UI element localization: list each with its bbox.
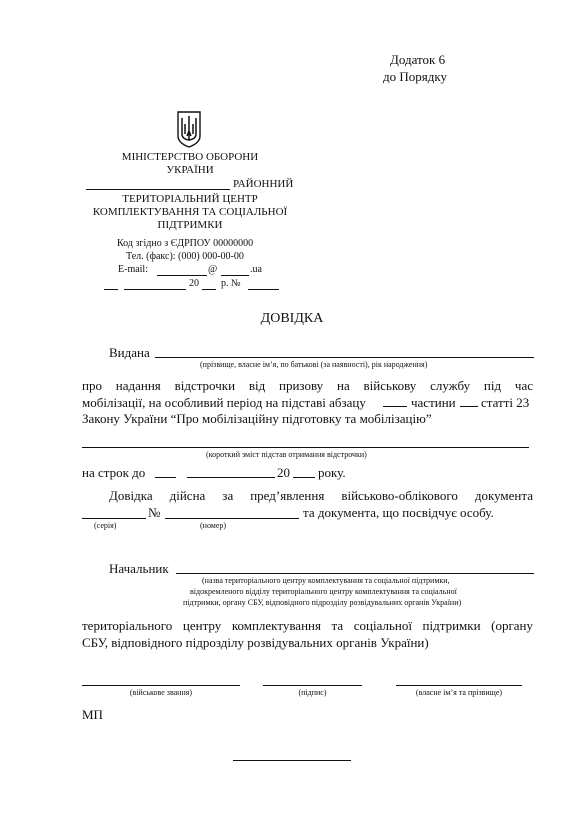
footer-line [233,760,351,761]
body-line-2-a: мобілізації, на особливий період на підставі абзацу [82,395,366,410]
chief-text-line-2: СБУ, відповідного підрозділу розвідувальних органів України) [82,635,429,650]
full-name-hint: (власне ім’я та прізвище) [415,688,503,697]
date-number-label: р. № [221,278,241,289]
military-document-number-field[interactable] [165,518,299,519]
validity-line-1: Довідка дійсна за пред’явлення військово-облікового документа [109,488,533,503]
email-label: E-mail: [118,264,148,275]
term-day-field[interactable] [155,477,176,478]
paragraph-number-field[interactable] [383,406,407,407]
chief-org-field[interactable] [176,573,534,574]
tcc-name-line-2: КОМПЛЕКТУВАННЯ ТА СОЦІАЛЬНОЇ [92,206,288,218]
chief-text-line-1: територіального центру комплектування та соціальної підтримки (органу [82,618,533,633]
tcc-name-line-1: ТЕРИТОРІАЛЬНИЙ ЦЕНТР [122,193,258,205]
document-title: ДОВІДКА [260,311,324,326]
district-name-field[interactable] [86,189,230,190]
issued-hint: (прізвище, власне ім’я, по батькові (за наявності), рік народження) [200,360,428,369]
issued-label: Видана [109,345,150,360]
tcc-name-line-3: ПІДТРИМКИ [157,219,223,231]
date-day-field[interactable] [104,289,118,290]
term-year-prefix: 20 [277,465,290,480]
email-domain-field[interactable] [221,275,249,276]
body-line-2-b: частини [411,395,456,410]
district-suffix: РАЙОННИЙ [233,178,294,190]
reason-field[interactable] [82,447,529,448]
rank-hint: (військове звання) [129,688,193,697]
appendix-line-1: Додаток 6 [390,52,446,67]
signature-hint: (підпис) [298,688,327,697]
document-number-sign: № [148,505,161,520]
body-line-3: Закону України “Про мобілізаційну підготовку та мобілізацію” [82,411,432,426]
validity-line-2-suffix: та документа, що посвідчує особу. [303,505,494,520]
body-line-2-c: статті 23 [481,395,530,410]
term-label: на строк до [82,465,146,480]
signature-field[interactable] [263,685,362,686]
ministry-name-line-1: МІНІСТЕРСТВО ОБОРОНИ [121,151,259,163]
term-year-field[interactable] [293,477,315,478]
date-year-field[interactable] [202,289,216,290]
document-series-field[interactable] [82,518,146,519]
chief-hint-line-2: відокремленого відділу територіального центру комплектування та соціальної [190,587,457,596]
full-name-field[interactable] [396,685,522,686]
email-at: @ [208,264,218,275]
coat-of-arms-icon [176,110,202,148]
term-month-field[interactable] [187,477,275,478]
appendix-line-2: до Порядку [383,69,447,84]
chief-label: Начальник [109,561,169,576]
email-user-field[interactable] [157,275,207,276]
term-suffix: року. [318,465,346,480]
edrpou-code: Код згідно з ЄДРПОУ 00000000 [117,238,254,249]
date-year-prefix: 20 [189,278,199,289]
reason-hint: (короткий зміст підстав отримання відстрочки) [206,450,367,459]
issued-person-field[interactable] [155,357,534,358]
ministry-name-line-2: УКРАЇНИ [166,164,214,176]
rank-field[interactable] [82,685,240,686]
part-number-field[interactable] [460,406,478,407]
stamp-mark: МП [82,707,103,722]
phone-fax: Тел. (факс): (000) 000-00-00 [126,251,244,262]
number-hint: (номер) [200,521,227,530]
chief-hint-line-3: підтримки, органу СБУ, відповідного підрозділу розвідувальних органів України) [183,598,462,607]
document-number-field[interactable] [248,289,279,290]
chief-hint-line-1: (назва територіального центру комплектування та соціальної підтримки, [202,576,450,585]
date-month-field[interactable] [124,289,186,290]
email-domain-suffix: .ua [250,264,262,275]
series-hint: (серія) [94,521,117,530]
body-line-1: про надання відстрочки від призову на військову службу під час [82,378,533,393]
